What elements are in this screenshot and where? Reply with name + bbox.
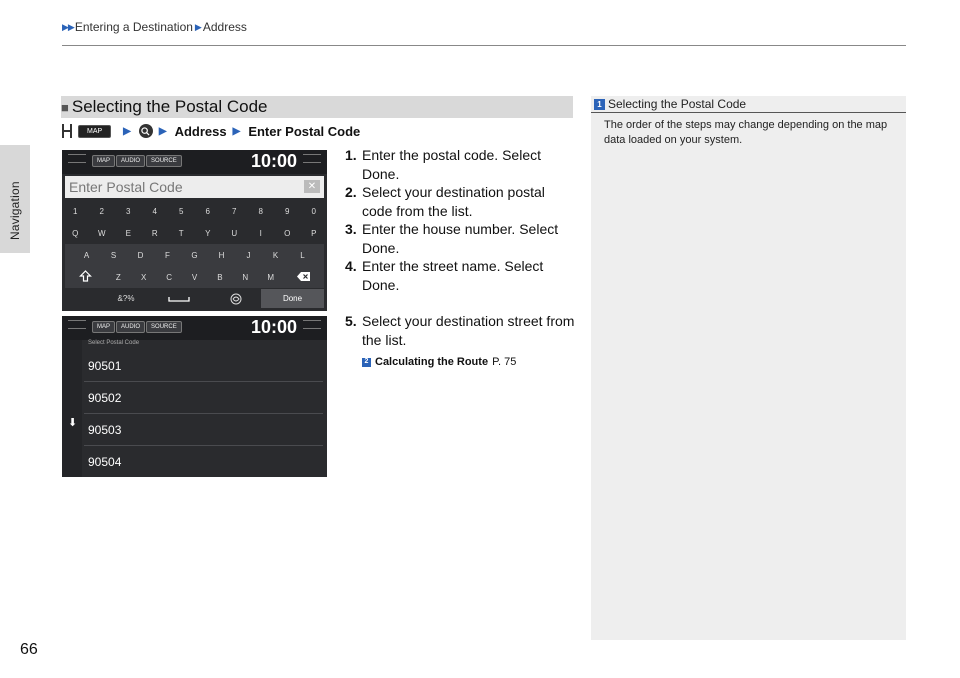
step-number: 3. [345, 221, 357, 237]
key-b[interactable]: B [217, 272, 223, 282]
header-divider [62, 45, 906, 46]
voice-icon [230, 293, 242, 305]
key-t[interactable]: T [178, 228, 184, 238]
key-p[interactable]: P [311, 228, 317, 238]
keyboard-row-qwerty [62, 222, 327, 244]
tab-source[interactable]: SOURCE [146, 321, 182, 333]
backspace-key[interactable] [283, 272, 324, 283]
step-text: Enter the street name. Select [362, 258, 544, 274]
step-text: Enter the postal code. Select [362, 147, 541, 163]
key-k[interactable]: K [272, 250, 279, 260]
step-5 [345, 312, 577, 349]
step-number: 1. [345, 147, 357, 163]
keyboard-row-numbers [62, 200, 327, 222]
screen-status-bar [62, 316, 327, 340]
page-number: 66 [20, 641, 38, 658]
key-2[interactable]: 2 [99, 206, 104, 216]
done-label: Done [362, 239, 396, 256]
key-w[interactable]: W [97, 228, 106, 238]
list-item[interactable]: 90503 [84, 414, 323, 446]
select-postal-code-screen [62, 316, 327, 477]
clock: 10:00 [250, 151, 297, 171]
postal-code-placeholder: Enter Postal Code [69, 179, 183, 195]
clear-icon[interactable]: ✕ [304, 180, 320, 193]
list-item[interactable]: 90502 [84, 382, 323, 414]
key-x[interactable]: X [141, 272, 147, 282]
step-number: 5. [345, 313, 357, 329]
postal-code-list [84, 350, 323, 477]
instruction-steps [345, 146, 577, 372]
key-u[interactable]: U [231, 228, 238, 238]
key-q[interactable]: Q [72, 228, 79, 238]
key-3[interactable]: 3 [126, 206, 131, 216]
step-end: . [395, 276, 400, 293]
arrow-icon: ▶ [158, 125, 167, 137]
key-7[interactable]: 7 [232, 206, 237, 216]
path-step-enter-postal-code: Enter Postal Code [248, 123, 361, 139]
key-a[interactable]: A [83, 250, 90, 260]
key-z[interactable]: Z [115, 272, 121, 282]
note-title: Selecting the Postal Code [608, 97, 747, 111]
key-e[interactable]: E [125, 228, 131, 238]
space-key[interactable] [147, 289, 211, 308]
backspace-icon [297, 272, 310, 281]
step-2 [345, 183, 577, 220]
shift-icon [79, 270, 92, 282]
step-text: Enter the house number. Select [362, 221, 559, 237]
square-bullet-icon: ■ [61, 99, 69, 115]
key-c[interactable]: C [166, 272, 172, 282]
scroll-down-icon[interactable]: ⬇ [68, 417, 78, 429]
key-5[interactable]: 5 [179, 206, 184, 216]
note-header [591, 96, 906, 113]
note-body: The order of the steps may change depending on the map data loaded on your system. [604, 119, 888, 146]
operation-path [62, 122, 360, 140]
done-label: Done [362, 165, 396, 182]
section-title: Selecting the Postal Code [71, 97, 268, 116]
speech-key[interactable] [211, 289, 261, 308]
keyboard-row-asdf [65, 244, 324, 266]
tab-map[interactable]: MAP [92, 155, 115, 167]
done-label: Done [362, 276, 396, 293]
arrow-icon: ▶ [194, 21, 201, 32]
step-end: . [395, 165, 400, 182]
step-3 [345, 220, 577, 257]
cross-reference[interactable] [362, 353, 577, 372]
screen-status-bar [62, 150, 327, 174]
list-item[interactable]: 90504 [84, 446, 323, 477]
search-icon [139, 124, 153, 138]
key-0[interactable]: 0 [311, 206, 316, 216]
key-9[interactable]: 9 [285, 206, 290, 216]
scroll-rail[interactable] [62, 340, 82, 477]
key-r[interactable]: R [151, 228, 158, 238]
step-text: Select your destination street from the list. [362, 313, 575, 348]
list-header: Select Postal Code [88, 340, 140, 346]
key-f[interactable]: F [165, 250, 170, 260]
side-tab-label: Navigation [8, 181, 22, 240]
key-n[interactable]: N [242, 272, 249, 282]
home-icon [62, 124, 72, 138]
key-o[interactable]: O [284, 228, 291, 238]
key-m[interactable]: M [267, 272, 274, 282]
tab-audio[interactable]: AUDIO [116, 155, 145, 167]
side-note [591, 96, 906, 640]
key-g[interactable]: G [191, 250, 198, 260]
key-s[interactable]: S [110, 250, 117, 260]
clock: 10:00 [250, 317, 297, 337]
key-v[interactable]: V [191, 272, 198, 282]
key-i[interactable]: I [259, 228, 262, 238]
step-number: 2. [345, 184, 357, 200]
step-1 [345, 146, 577, 183]
reference-title[interactable]: Calculating the Route [375, 356, 489, 368]
step-4 [345, 257, 577, 294]
key-j[interactable]: J [246, 250, 251, 260]
tab-map[interactable]: MAP [92, 321, 115, 333]
reference-page[interactable]: P. 75 [492, 356, 517, 368]
key-6[interactable]: 6 [205, 206, 210, 216]
reference-icon: 2 [362, 358, 371, 367]
breadcrumb-item-address[interactable]: Address [202, 20, 247, 34]
space-icon [168, 296, 190, 302]
done-key[interactable]: Done [261, 289, 324, 308]
keyboard-row-zxcv [65, 266, 324, 288]
key-4[interactable]: 4 [152, 206, 157, 216]
key-y[interactable]: Y [205, 228, 211, 238]
key-8[interactable]: 8 [258, 206, 263, 216]
key-d[interactable]: D [137, 250, 144, 260]
arrow-icon: ▶ [123, 125, 131, 137]
double-arrow-icon: ▶▶ [62, 21, 74, 32]
key-l[interactable]: L [300, 250, 305, 260]
step-text: Select your destination postal code from the list. [362, 184, 545, 219]
key-1[interactable]: 1 [73, 206, 78, 216]
postal-code-keyboard-screen [62, 150, 327, 311]
symbols-key[interactable]: &?% [105, 289, 147, 308]
postal-code-input[interactable] [65, 176, 324, 198]
breadcrumb [62, 20, 247, 34]
path-step-address: Address [174, 123, 227, 139]
shift-key[interactable] [65, 270, 106, 284]
step-end: . [395, 239, 400, 256]
list-item[interactable]: 90501 [84, 350, 323, 382]
section-heading [61, 96, 573, 118]
step-number: 4. [345, 258, 357, 274]
arrow-icon: ▶ [232, 125, 241, 137]
keyboard-row-bottom [65, 289, 324, 308]
tab-audio[interactable]: AUDIO [116, 321, 145, 333]
note-icon: 1 [594, 99, 605, 110]
key-h[interactable]: H [218, 250, 225, 260]
map-button: MAP [78, 125, 111, 138]
tab-source[interactable]: SOURCE [146, 155, 182, 167]
breadcrumb-item-entering-destination[interactable]: Entering a Destination [74, 20, 193, 34]
